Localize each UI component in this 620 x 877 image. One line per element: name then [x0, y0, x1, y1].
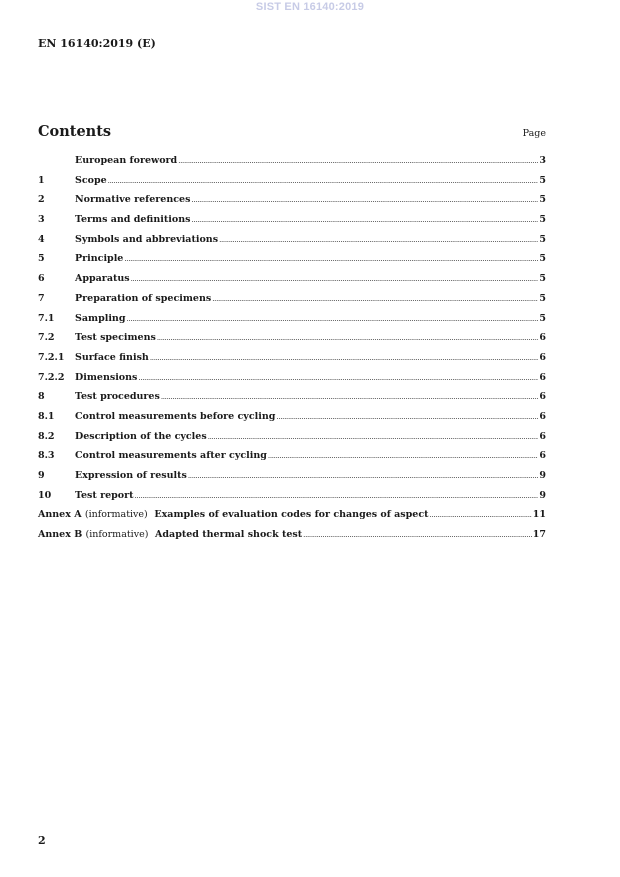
toc-dot-leader — [157, 334, 539, 342]
toc-entry-title: Expression of results — [75, 470, 187, 481]
toc-entry-page: 11 — [532, 509, 546, 521]
toc-entry-number: 8.1 — [38, 410, 55, 422]
toc-entry-number: 9 — [38, 470, 45, 481]
toc-entry-page: 5 — [539, 233, 546, 245]
toc-entry-title: Control measurements before cycling — [75, 410, 276, 422]
toc-entry-number: 6 — [38, 273, 45, 285]
toc-entry-number: 5 — [38, 253, 45, 265]
toc-entry[interactable] — [38, 352, 546, 372]
toc-dot-leader — [191, 216, 538, 224]
toc-annex-heading — [38, 529, 302, 540]
toc-entry-number: 10 — [38, 489, 52, 501]
toc-entry-page: 17 — [532, 529, 546, 541]
toc-entry-page: 6 — [539, 430, 546, 442]
toc-entry-page: 5 — [539, 214, 546, 226]
toc-entry-page: 6 — [539, 391, 546, 403]
contents-header — [38, 123, 546, 140]
toc-entry[interactable] — [38, 470, 546, 490]
toc-entry[interactable] — [38, 313, 546, 333]
toc-entry-page: 9 — [539, 489, 546, 501]
table-of-contents — [38, 155, 546, 549]
toc-entry-page: 5 — [539, 292, 546, 304]
document-id: EN 16140:2019 (E) — [38, 37, 156, 50]
toc-entry-title: Apparatus — [75, 273, 130, 285]
toc-entry[interactable] — [38, 431, 546, 451]
toc-entry-number: 7.2.2 — [38, 371, 65, 383]
toc-entry-title: European foreword — [75, 155, 178, 166]
toc-entry-page: 6 — [539, 371, 546, 383]
toc-entry-number: 3 — [38, 214, 45, 226]
toc-entry-page: 6 — [539, 450, 546, 462]
page-number: 2 — [38, 834, 46, 847]
annex-title: Adapted thermal shock test — [155, 529, 303, 541]
toc-entry-title: Sampling — [75, 312, 126, 324]
toc-entry-title: Description of the cycles — [75, 430, 207, 442]
toc-entry[interactable] — [38, 234, 546, 254]
toc-entry-number: 7.2.1 — [38, 351, 65, 363]
toc-entry-number: 7.1 — [38, 312, 55, 324]
watermark: SIST EN 16140:2019 — [255, 1, 365, 13]
toc-dot-leader — [276, 413, 538, 421]
toc-entry-title: Principle — [75, 253, 124, 265]
toc-entry-page: 3 — [539, 155, 546, 166]
toc-entry-page: 5 — [539, 273, 546, 285]
toc-entry-page: 5 — [539, 253, 546, 265]
toc-entry[interactable] — [38, 293, 546, 313]
toc-entry-number: 8.2 — [38, 430, 55, 442]
toc-entry-page: 6 — [539, 410, 546, 422]
toc-dot-leader — [303, 531, 532, 539]
toc-entry-title: Test procedures — [75, 391, 160, 403]
toc-dot-leader — [212, 295, 538, 303]
toc-dot-leader — [108, 177, 539, 185]
toc-dot-leader — [219, 236, 538, 244]
toc-entry-title: Symbols and abbreviations — [75, 233, 219, 245]
toc-entry-page: 5 — [539, 312, 546, 324]
toc-entry-page: 6 — [539, 332, 546, 344]
toc-annex-entry[interactable] — [38, 529, 546, 549]
toc-entry[interactable] — [38, 194, 546, 214]
toc-entry[interactable] — [38, 253, 546, 273]
toc-entry-number: 8 — [38, 391, 45, 403]
toc-dot-leader — [188, 472, 539, 480]
toc-annex-heading — [38, 509, 429, 520]
annex-title: Examples of evaluation codes for changes of aspect — [154, 509, 429, 521]
annex-qualifier: (informative) — [85, 529, 149, 541]
toc-entry[interactable] — [38, 411, 546, 431]
toc-annex-entry[interactable] — [38, 509, 546, 529]
toc-dot-leader — [430, 511, 532, 519]
toc-entry-page: 5 — [539, 174, 546, 186]
annex-qualifier: (informative) — [84, 509, 148, 521]
toc-dot-leader — [131, 275, 539, 283]
toc-dot-leader — [191, 196, 538, 204]
annex-label: Annex A — [38, 509, 82, 521]
toc-entry[interactable] — [38, 273, 546, 293]
toc-entry[interactable] — [38, 175, 546, 195]
toc-dot-leader — [124, 255, 538, 263]
toc-entry-title: Surface finish — [75, 351, 149, 363]
toc-dot-leader — [135, 492, 539, 500]
toc-dot-leader — [178, 157, 538, 165]
toc-entry-number: 2 — [38, 194, 45, 206]
toc-entry-page: 6 — [539, 351, 546, 363]
toc-entry[interactable] — [38, 214, 546, 234]
toc-dot-leader — [150, 354, 539, 362]
toc-entry[interactable] — [38, 372, 546, 392]
toc-dot-leader — [268, 452, 538, 460]
toc-entry[interactable] — [38, 450, 546, 470]
toc-entry-title: Scope — [75, 174, 107, 186]
toc-entry-title: Test specimens — [75, 332, 156, 344]
toc-dot-leader — [208, 433, 539, 441]
toc-entry[interactable] — [38, 391, 546, 411]
annex-label: Annex B — [38, 529, 83, 541]
toc-entry[interactable] — [38, 155, 546, 175]
toc-entry-page: 9 — [539, 470, 546, 481]
toc-entry-title: Dimensions — [75, 371, 138, 383]
toc-dot-leader — [126, 315, 538, 323]
page-column-label: Page — [522, 128, 546, 139]
toc-dot-leader — [161, 393, 539, 401]
toc-entry-title: Terms and definitions — [75, 214, 191, 226]
toc-entry-number: 4 — [38, 233, 45, 245]
contents-title: Contents — [38, 123, 112, 140]
toc-dot-leader — [138, 374, 538, 382]
toc-entry-number: 7.2 — [38, 332, 55, 344]
toc-entry-title: Preparation of specimens — [75, 292, 212, 304]
toc-entry-title: Normative references — [75, 194, 191, 206]
toc-entry-page: 5 — [539, 194, 546, 206]
toc-entry[interactable] — [38, 490, 546, 510]
toc-entry[interactable] — [38, 332, 546, 352]
toc-entry-title: Control measurements after cycling — [75, 450, 267, 462]
toc-entry-title: Test report — [75, 489, 134, 501]
toc-entry-number: 7 — [38, 292, 45, 304]
toc-entry-number: 8.3 — [38, 450, 55, 462]
toc-entry-number: 1 — [38, 174, 45, 186]
